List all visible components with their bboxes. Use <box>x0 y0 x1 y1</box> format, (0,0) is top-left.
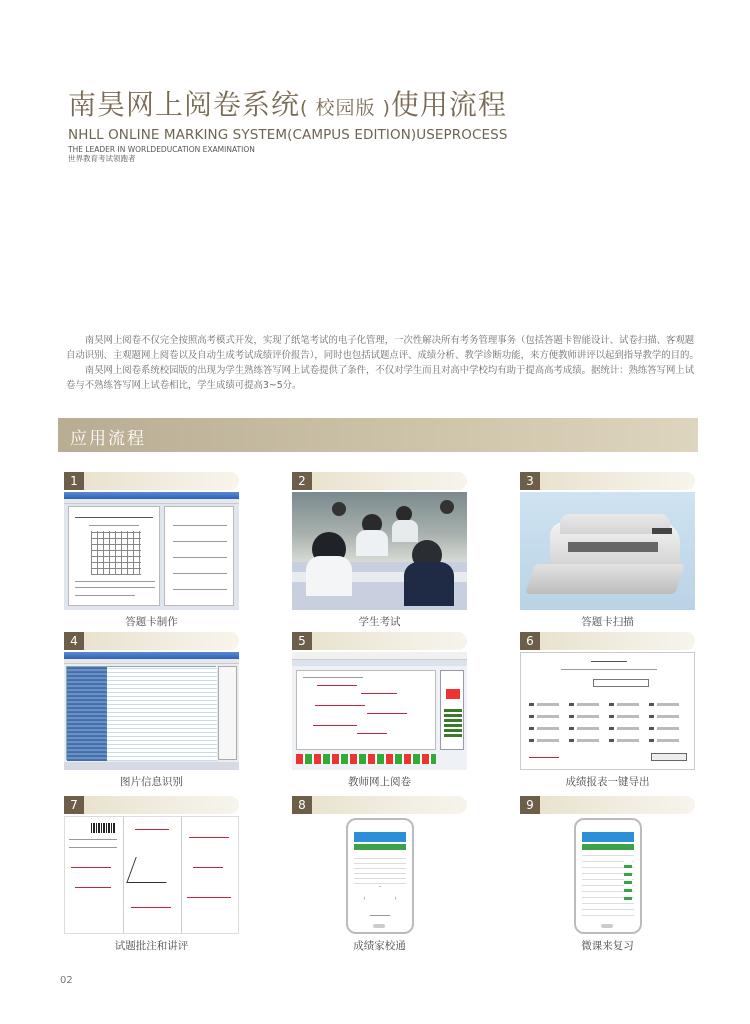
intro-paragraph-2: 南昊网上阅卷系统校园版的出现为学生熟练答写网上试卷提供了条件，不仅对学生而且对高中学校均有助于提高高考成绩。据统计：熟练答写网上试卷与不熟练答写网上试卷相比，学生成绩可提高3~5分。 <box>66 365 695 391</box>
step-number: 4 <box>64 632 84 650</box>
section-bar <box>58 418 698 452</box>
step-header <box>64 796 239 814</box>
students-exam-photo <box>292 492 467 610</box>
step-caption: 图片信息识别 <box>120 776 183 788</box>
page-header <box>68 88 708 163</box>
step-4 <box>64 632 239 788</box>
step-6 <box>520 632 695 788</box>
tagline-english: THE LEADER IN WORLDEDUCATION EXAMINATION <box>68 145 255 154</box>
phone-home-school-screenshot <box>292 816 467 934</box>
step-caption: 成绩报表一键导出 <box>565 776 650 788</box>
scanner-photo <box>520 492 695 610</box>
step-5 <box>292 632 467 788</box>
step-caption: 教师网上阅卷 <box>348 776 411 788</box>
step-number: 2 <box>292 472 312 490</box>
title-english: NHLL ONLINE MARKING SYSTEM(CAMPUS EDITION)USEPROCESS <box>68 127 508 143</box>
intro-text <box>66 333 700 393</box>
step-caption: 微课来复习 <box>581 940 634 952</box>
phone-micro-lesson-screenshot <box>520 816 695 934</box>
page-number: 02 <box>60 975 73 986</box>
answer-sheet-design-screenshot <box>64 492 239 610</box>
page-title <box>68 88 708 125</box>
step-caption: 答题卡制作 <box>125 616 178 628</box>
section-title: 应用流程 <box>70 429 146 449</box>
annotated-papers-screenshot <box>64 816 239 934</box>
step-header <box>520 472 695 490</box>
step-9 <box>520 796 695 952</box>
step-8 <box>292 796 467 952</box>
step-caption: 答题卡扫描 <box>581 616 634 628</box>
step-caption: 试题批注和讲评 <box>114 940 189 952</box>
report-export-screenshot <box>520 652 695 770</box>
step-header <box>520 632 695 650</box>
step-header <box>64 632 239 650</box>
step-header <box>520 796 695 814</box>
step-header <box>292 632 467 650</box>
recognition-table-screenshot <box>64 652 239 770</box>
title-tail: 使用流程 <box>390 88 507 121</box>
intro-paragraph-1: 南昊网上阅卷不仅完全按照高考模式开发，实现了纸笔考试的电子化管理，一次性解决所有考务管理事务（包括答题卡智能设计、试卷扫描、客观题自动识别、主观题网上阅卷以及自动生成考试成绩评价报告），同时也包括试题点评、成绩分析、教学诊断功能，来方便教师讲评以起到指导教学的目的。 <box>66 335 699 361</box>
step-2 <box>292 472 467 628</box>
step-number: 9 <box>520 796 540 814</box>
step-number: 8 <box>292 796 312 814</box>
online-marking-screenshot <box>292 652 467 770</box>
step-number: 7 <box>64 796 84 814</box>
step-caption: 成绩家校通 <box>353 940 406 952</box>
step-number: 5 <box>292 632 312 650</box>
step-3 <box>520 472 695 628</box>
step-number: 3 <box>520 472 540 490</box>
title-edition: ( 校园版 ) <box>300 97 391 119</box>
title-main: 南昊网上阅卷系统 <box>68 88 301 121</box>
step-header <box>292 472 467 490</box>
step-header <box>64 472 239 490</box>
step-7 <box>64 796 239 952</box>
tagline-chinese: 世界教育考试领跑者 <box>68 154 136 163</box>
step-header <box>292 796 467 814</box>
step-number: 6 <box>520 632 540 650</box>
step-1 <box>64 472 239 628</box>
step-caption: 学生考试 <box>358 616 401 628</box>
step-number: 1 <box>64 472 84 490</box>
